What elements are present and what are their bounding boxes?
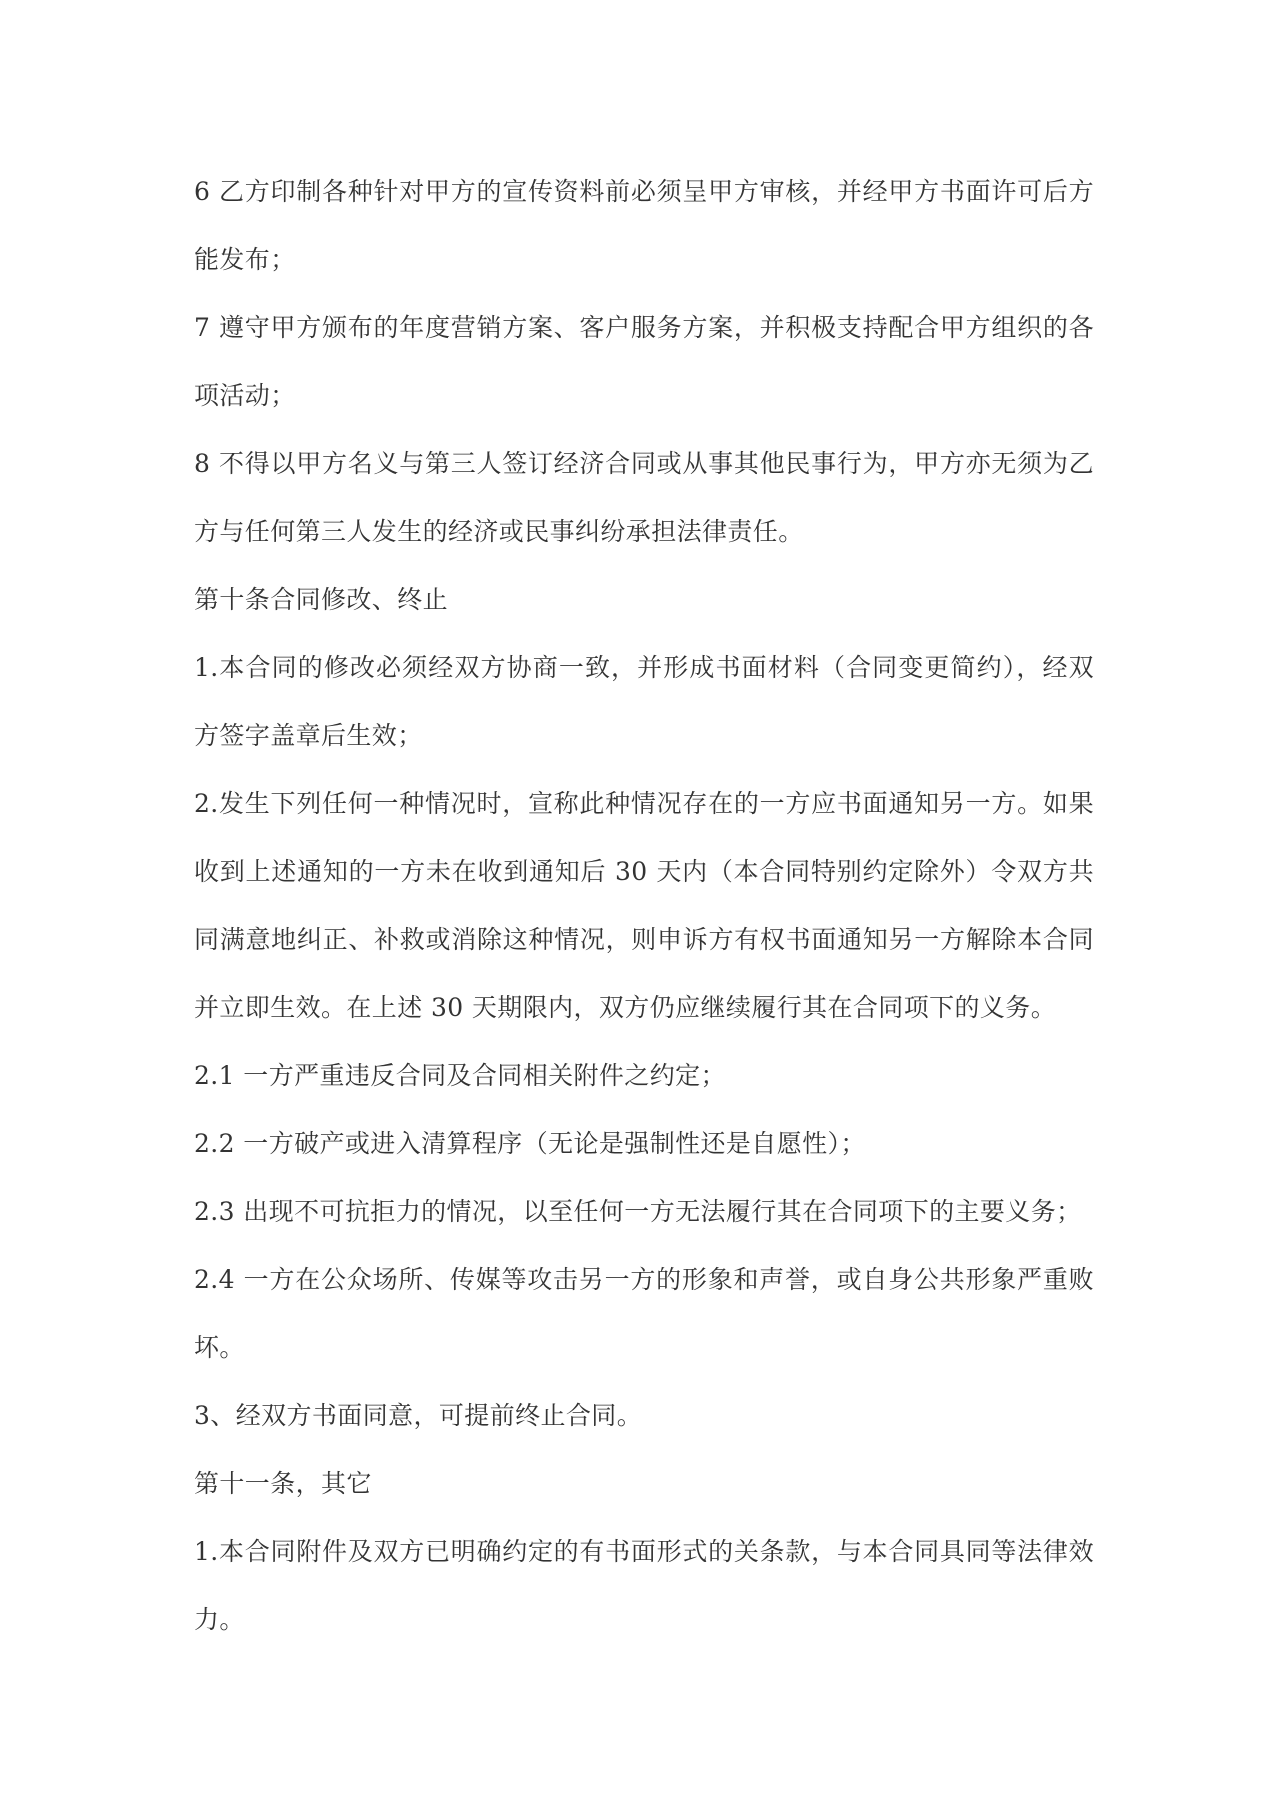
article-10-item-1: 1.本合同的修改必须经双方协商一致，并形成书面材料（合同变更简约），经双方签字盖章后生效；: [194, 653, 1094, 750]
article-10-item-2-3: 2.3 出现不可抗拒力的情况，以至任何一方无法履行其在合同项下的主要义务；: [194, 1197, 1082, 1226]
article-10-item-2-4: 2.4 一方在公众场所、传媒等攻击另一方的形象和声誉，或自身公共形象严重败坏。: [194, 1265, 1094, 1362]
clause-6-paragraph: 6 乙方印制各种针对甲方的宣传资料前必须呈甲方审核，并经甲方书面许可后方能发布；: [194, 177, 1094, 274]
clause-8-paragraph: 8 不得以甲方名义与第三人签订经济合同或从事其他民事行为，甲方亦无须为乙方与任何第三人发生的经济或民事纠纷承担法律责任。: [194, 449, 1094, 546]
article-10-item-3: 3、经双方书面同意，可提前终止合同。: [194, 1401, 643, 1430]
document-body: [194, 158, 1094, 1654]
article-11-heading: 第十一条，其它: [194, 1469, 372, 1498]
article-10-heading: 第十条合同修改、终止: [194, 585, 449, 614]
article-10-item-2-1: 2.1 一方严重违反合同及合同相关附件之约定；: [194, 1061, 726, 1090]
clause-7-paragraph: 7 遵守甲方颁布的年度营销方案、客户服务方案，并积极支持配合甲方组织的各项活动；: [194, 313, 1094, 410]
article-10-item-2: 2.发生下列任何一种情况时，宣称此种情况存在的一方应书面通知另一方。如果收到上述通知的一方未在收到通知后 30 天内（本合同特别约定除外）令双方共同满意地纠正、补救或消除这种情况，则申诉方有权书面通知另一方解除本合同并立即生效。在上述 30 天期限内，双方仍应继续履行其在合同项下的义务。: [194, 789, 1094, 1022]
article-11-item-1: 1.本合同附件及双方已明确约定的有书面形式的关条款，与本合同具同等法律效力。: [194, 1537, 1094, 1634]
article-10-item-2-2: 2.2 一方破产或进入清算程序（无论是强制性还是自愿性）；: [194, 1129, 866, 1158]
